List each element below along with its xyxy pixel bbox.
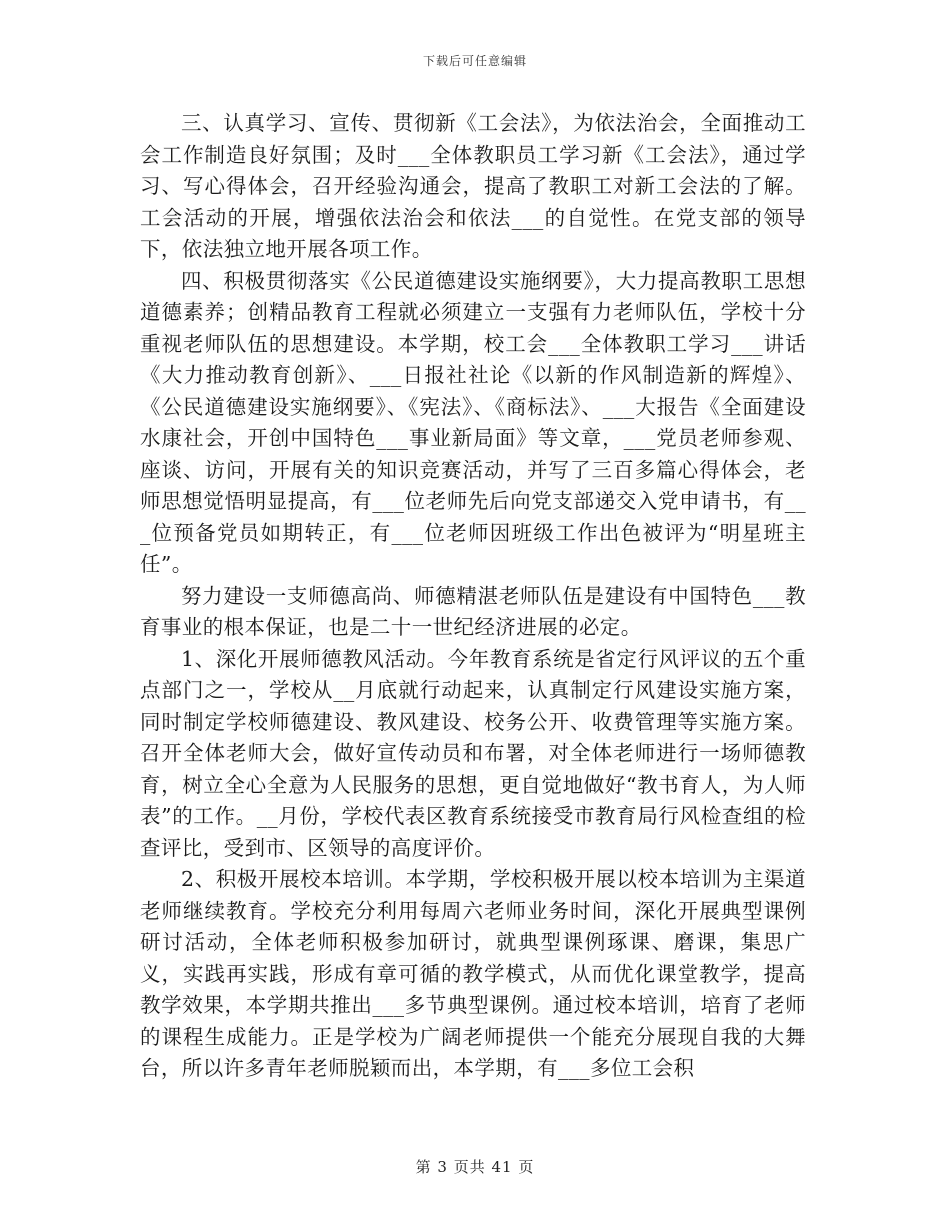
document-body bbox=[140, 108, 806, 1085]
paragraph-item-one: 1、深化开展师德教风活动。今年教育系统是省定行风评议的五个重点部门之一，学校从__月底就行动起来，认真制定行风建设实施方案，同时制定学校师德建设、教风建设、校务公开、收费管理等实施方案。召开全体老师大会，做好宣传动员和布署，对全体老师进行一场师德教育，树立全心全意为人民服务的思想，更自觉地做好“教书育人，为人师表”的工作。__月份，学校代表区教育系统接受市教育局行风检查组的检查评比，受到市、区领导的高度评价。 bbox=[140, 646, 806, 860]
page-header: 下载后可任意编辑 bbox=[422, 54, 527, 68]
page-number: 第 3 页共 41 页 bbox=[415, 1158, 535, 1176]
paragraph-teacher-team: 努力建设一支师德高尚、师德精湛老师队伍是建设有中国特色___教育事业的根本保证，也是二十一世纪经济进展的必定。 bbox=[140, 583, 806, 639]
paragraph-section-four: 四、积极贯彻落实《公民道德建设实施纲要》，大力提高教职工思想道德素养；创精品教育工程就必须建立一支强有力老师队伍，学校十分重视老师队伍的思想建设。本学期，校工会___全体教职工学习___讲话《大力推动教育创新》、___日报社社论《以新的作风制造新的辉煌》、《公民道德建设实施纲要》、《宪法》、《商标法》、___大报告《全面建设水康社会，开创中国特色___事业新局面》等文章，___党员老师参观、座谈、访问，开展有关的知识竞赛活动，并写了三百多篇心得体会，老师思想觉悟明显提高，有___位老师先后向党支部递交入党申请书，有___位预备党员如期转正，有___位老师因班级工作出色被评为“明星班主任”。 bbox=[140, 268, 806, 576]
paragraph-item-two: 2、积极开展校本培训。本学期，学校积极开展以校本培训为主渠道老师继续教育。学校充分利用每周六老师业务时间，深化开展典型课例研讨活动，全体老师积极参加研讨，就典型课例琢课、磨课，集思广义，实践再实践，形成有章可循的教学模式，从而优化课堂教学，提高教学效果，本学期共推出___多节典型课例。通过校本培训，培育了老师的课程生成能力。正是学校为广阔老师提供一个能充分展现自我的大舞台，所以许多青年老师脱颖而出，本学期，有___多位工会积 bbox=[140, 867, 806, 1080]
paragraph-section-three: 三、认真学习、宣传、贯彻新《工会法》，为依法治会，全面推动工会工作制造良好氛围；及时___全体教职员工学习新《工会法》，通过学习、写心得体会，召开经验沟通会，提高了教职工对新工会法的了解。工会活动的开展，增强依法治会和依法___的自觉性。在党支部的领导下，依法独立地开展各项工作。 bbox=[140, 111, 806, 261]
